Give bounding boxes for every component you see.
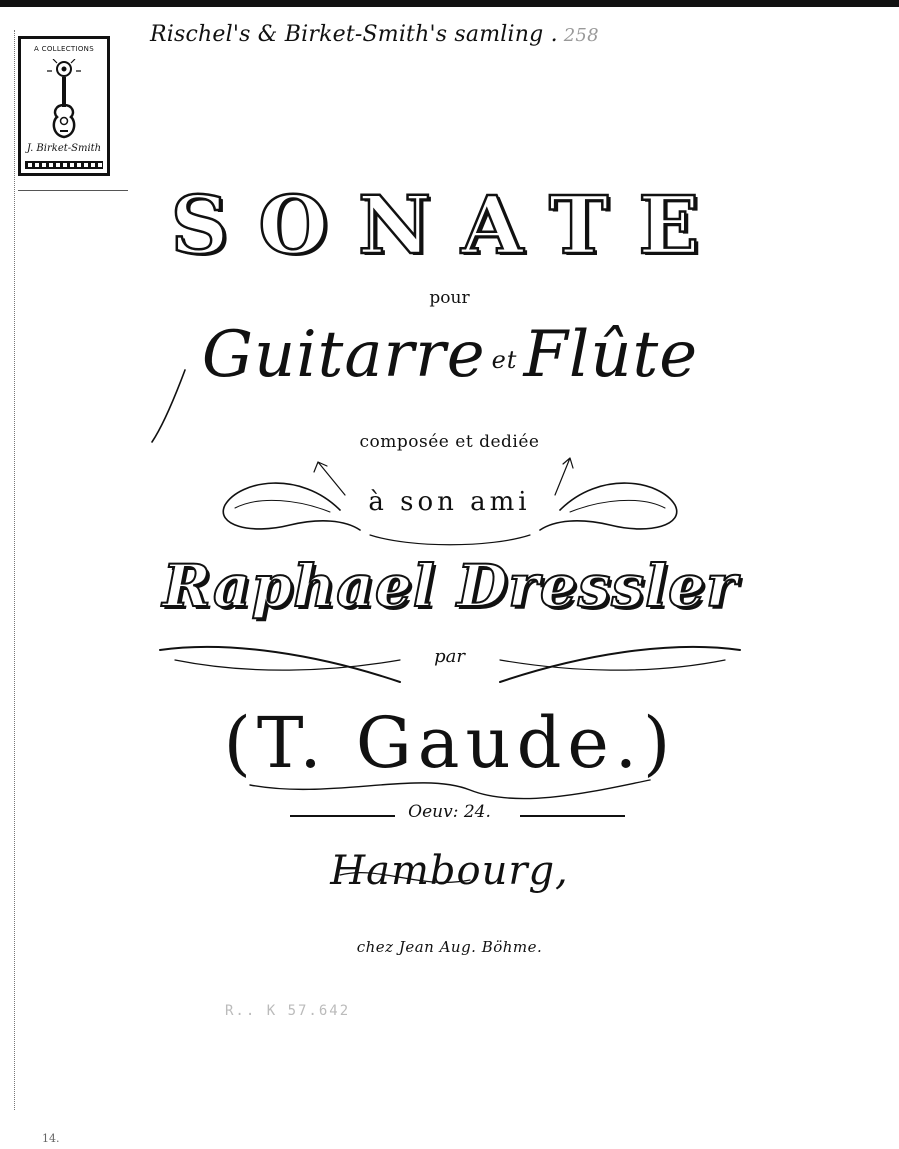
composer-name: (T. Gaude.) [223,702,677,784]
arrow-left [314,462,345,495]
flourish-ami-right [540,483,677,530]
par-label: par [434,646,465,667]
pour-label: pour [429,288,470,308]
flourish-city [340,873,470,883]
arrow-right [555,458,573,495]
swash-par-left [160,647,400,682]
publisher-name: chez Jean Aug. Böhme. [356,938,543,956]
dedication-line-1: composée et dediée [359,432,540,452]
library-mark: R.. K 57.642 [225,1003,351,1019]
stamp-owner-text: J. Birket-Smith [26,143,102,154]
publisher-city: Hambourg, [330,848,569,894]
stamp-top-text: A COLLECTIONS [34,45,94,53]
page-title: SONATE [170,178,730,272]
swash-par-left-2 [175,660,400,670]
swash-par-right-2 [500,660,725,670]
instrument-flute: Flûte [523,318,699,392]
flourish-guitarre-tail [152,370,185,442]
corner-mark: 14. [42,1132,60,1145]
instrument-guitar: Guitarre [201,318,486,392]
flourish-ami-bottom [370,535,530,545]
flourish-composer-bottom [250,780,650,799]
flourish-ami-left [223,483,360,530]
opus-number: Oeuv: 24. [408,802,491,822]
dedicatee-name: Raphael Dressler [162,552,738,620]
flourish-ami-right-inner [570,500,665,512]
collection-note-text: Rischel's & Birket-Smith's samling . [150,22,558,47]
instrument-connector: et [491,345,518,374]
flourish-ami-left-inner [235,500,330,512]
dedication-line-2: à son ami [368,487,531,517]
swash-par-right [500,647,740,682]
collection-number: 258 [563,25,599,46]
